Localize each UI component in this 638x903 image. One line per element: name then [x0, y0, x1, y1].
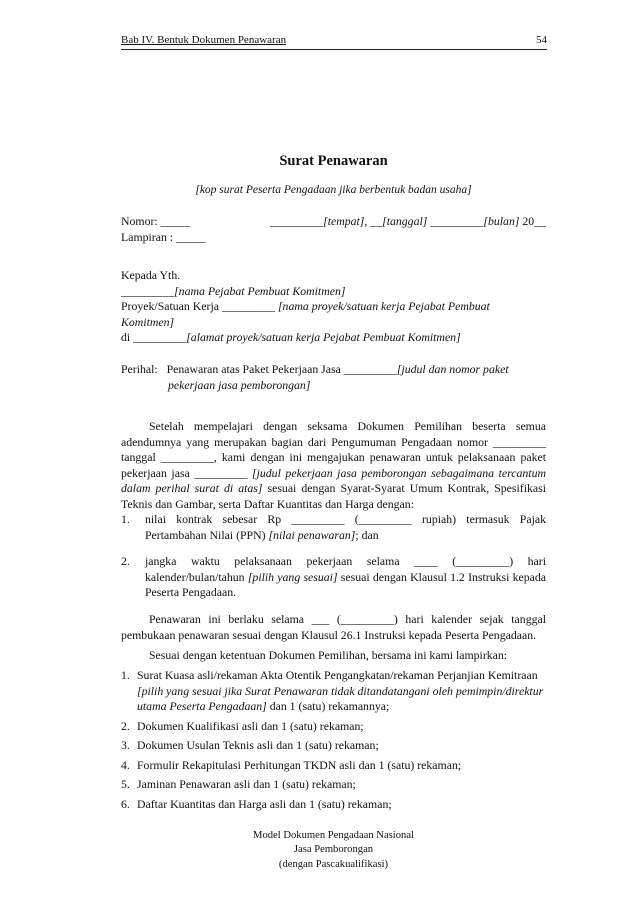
recipient-line-2 [121, 299, 546, 315]
page-header [121, 33, 547, 50]
item-number: 1. [121, 512, 130, 526]
project-placeholder: [nama proyek/satuan kerja Pejabat Pembuat [277, 299, 490, 314]
item-text-a: jangka waktu pelaksanaan pekerjaan selama ____ (_________) hari kalender/bulan/tahun [145, 554, 546, 584]
perihal-line [121, 362, 546, 378]
attachment-text [137, 668, 546, 715]
offer-item-2-row [121, 554, 546, 601]
page-footer [121, 829, 546, 872]
attachment-text: Formulir Rekapitulasi Perhitungan TKDN asli dan 1 (satu) rekaman; [137, 757, 462, 772]
attachment-number: 2. [121, 718, 130, 733]
lampiran-label: Lampiran : _____ [121, 229, 206, 244]
perihal-text: Penawaran atas Paket Pekerjaan Jasa _________ [166, 362, 397, 376]
bulan-placeholder: [bulan] [483, 214, 520, 228]
footer-line-3: (dengan Pascakualifikasi) [278, 858, 389, 870]
item-text [145, 554, 546, 601]
page-number: 54 [536, 34, 547, 46]
attachment-number: 6. [121, 796, 130, 811]
attachment-item [121, 758, 546, 774]
attachment-text: Dokumen Kualifikasi asli dan 1 (satu) rekaman; [137, 718, 364, 733]
attachment-text-b: dan 1 (satu) rekamannya; [266, 699, 390, 714]
item-text-a: nilai kontrak sebesar Rp _________ (_________ rupiah) termasuk Pajak Pertambahan Nilai (PPN) [145, 512, 546, 542]
paragraph-1-text-end: sesuai dengan Syarat-Syarat Umum Kontrak, Spesifikasi Teknis dan Gambar, serta Daftar Kuantitas dan Harga dengan: [121, 481, 546, 511]
blank: _________ [121, 283, 175, 298]
attachment-text-a: Surat Kuasa asli/rekaman Akta Otentik Pengangkatan/rekaman Perjanjian Kemitraan [137, 668, 538, 682]
recipient-name-placeholder: [nama Pejabat Pembuat Komitmen] [174, 283, 346, 298]
letterhead-note: [kop surat Peserta Pengadaan jika berbentuk badan usaha] [195, 184, 472, 196]
document-title: Surat Penawaran [279, 153, 388, 169]
year: 20__ [519, 214, 546, 228]
date-line [270, 214, 546, 230]
attachment-placeholder: [pilih yang sesuai jika Surat Penawaran tidak ditandatangani oleh pemimpin/direktur utama Peserta Pengadaan] [137, 683, 544, 714]
attachment-item [121, 797, 546, 813]
nomor-line [121, 214, 546, 230]
tempat-placeholder: [tempat], [323, 214, 368, 228]
paragraph-1-placeholder: [judul pekerjaan jasa pemborongan sebagaimana tercantum dalam perihal surat di atas] [121, 465, 546, 496]
attachment-text: Daftar Kuantitas dan Harga asli dan 1 (satu) rekaman; [137, 796, 392, 811]
perihal-block [121, 362, 546, 393]
attachment-list [121, 668, 546, 813]
offer-item-1 [121, 512, 546, 543]
address-placeholder: [alamat proyek/satuan kerja Pejabat Pembuat Komitmen] [186, 330, 461, 345]
offer-item-2 [121, 554, 546, 601]
attachment-number: 4. [121, 757, 130, 772]
item-number: 2. [121, 554, 130, 568]
project-label: Proyek/Satuan Kerja _________ [121, 299, 275, 314]
attachment-number: 1. [121, 668, 130, 682]
footer-line-2: Jasa Pemborongan [293, 844, 374, 856]
item-placeholder: [nilai penawaran] [268, 527, 356, 542]
attachment-item [121, 738, 546, 754]
paragraph-1-text: Setelah mempelajari dengan seksama Dokumen Pemilihan beserta semua adendumnya yang merupakan bagian dari Pengumuman Pengadaan nomor _________ tanggal _________, kami dengan ini mengajukan penawaran untuk pelaksanaan paket pekerjaan jasa _________ [121, 419, 546, 480]
nomor-label: Nomor: _____ [121, 214, 191, 228]
attachment-text: Dokumen Usulan Teknis asli dan 1 (satu) rekaman; [137, 738, 379, 753]
blank: _________ [427, 214, 484, 228]
blank: __ [367, 214, 383, 228]
nomor-block [121, 214, 546, 245]
recipient-block [121, 268, 546, 346]
recipient-line-4 [121, 330, 546, 346]
perihal-line-2: pekerjaan jasa pemborongan] [168, 377, 311, 392]
attachment-number: 5. [121, 777, 130, 792]
recipient-line-3: Komitmen] [121, 314, 175, 329]
attachment-item [121, 719, 546, 735]
attachment-item [121, 668, 546, 715]
attachment-number: 3. [121, 738, 130, 753]
recipient-line-1 [121, 284, 546, 300]
paragraph-2: Penawaran ini berlaku selama ___ (_________) hari kalender sejak tanggal pembukaan penawaran sesuai dengan Klausul 26.1 Instruksi kepada Peserta Pengadaan. [121, 612, 546, 642]
chapter-title: Bab IV. Bentuk Dokumen Penawaran [121, 34, 287, 46]
item-text-b: sesuai dengan Klausul 1.2 Instruksi kepada Peserta Pengadaan. [145, 569, 546, 600]
item-text [145, 512, 546, 543]
address-label: di _________ [121, 330, 187, 345]
perihal-placeholder: [judul dan nomor paket [396, 362, 509, 376]
item-text-b: ; dan [355, 527, 379, 542]
paragraph-3: Sesuai dengan ketentuan Dokumen Pemilihan, bersama ini kami lampirkan: [149, 648, 508, 662]
attachment-text: Jaminan Penawaran asli dan 1 (satu) rekaman; [137, 777, 356, 792]
tanggal-placeholder: [tanggal] [382, 214, 428, 228]
footer-line-1: Model Dokumen Pengadaan Nasional [253, 830, 414, 841]
attachment-item [121, 777, 546, 793]
blank: _________ [270, 214, 324, 228]
paragraph-1 [121, 419, 546, 512]
kepada-label: Kepada Yth. [121, 268, 181, 282]
perihal-label: Perihal: [121, 362, 158, 376]
item-placeholder: [pilih yang sesuai] [247, 569, 338, 584]
offer-item-1-row [121, 512, 546, 543]
